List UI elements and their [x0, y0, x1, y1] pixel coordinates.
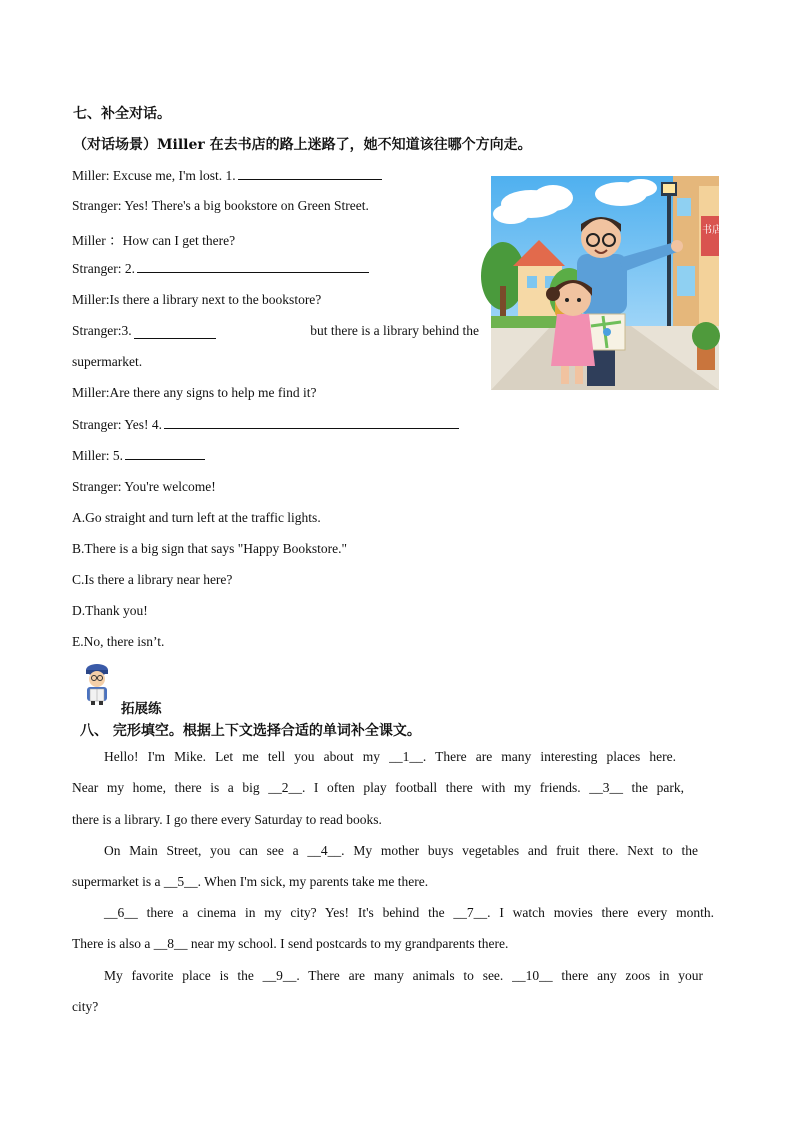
dialogue-line-text: Miller: 5.: [72, 448, 123, 463]
dialogue-line-10: [72, 447, 205, 464]
dialogue-line-text: Stranger: Yes! 4.: [72, 417, 162, 432]
extension-label: 拓展练: [121, 701, 162, 717]
dialogue-line-1: [72, 167, 382, 184]
option-c: C.Is there a library near here?: [72, 572, 233, 587]
option-e: E.No, there isn’t.: [72, 634, 165, 649]
passage-line-3: there is a library. I go there every Saturday to read books.: [72, 812, 382, 827]
option-b: B.There is a big sign that says "Happy Bookstore.": [72, 541, 347, 556]
illustration: [491, 176, 722, 390]
answer-blank-5[interactable]: [125, 447, 205, 460]
section8-title: 八、 完形填空。根据上下文选择合适的单词补全课文。: [80, 723, 421, 739]
passage-line-8: My favorite place is the __9__. There are many animals to see. __10__ there any zoos in your: [104, 968, 703, 983]
passage-line-9: city?: [72, 999, 99, 1014]
dialogue-line-11: Stranger: You're welcome!: [72, 479, 216, 494]
student-reading-icon: [80, 662, 114, 706]
option-a: A.Go straight and turn left at the traffic lights.: [72, 510, 321, 525]
dialogue-line-4: [72, 260, 369, 277]
passage-line-2: Near my home, there is a big __2__. I often play football there with my friends. __3__ the park,: [72, 780, 684, 795]
passage-line-1: Hello! I'm Mike. Let me tell you about my __1__. There are many interesting places here.: [104, 749, 676, 764]
section7-title: 七、补全对话。: [73, 106, 171, 122]
passage-line-4: On Main Street, you can see a __4__. My mother buys vegetables and fruit there. Next to the: [104, 843, 698, 858]
answer-blank-4[interactable]: [164, 416, 459, 429]
dialogue-line-text: Miller: Excuse me, I'm lost. 1.: [72, 168, 236, 183]
dialogue-line-text: Stranger: 2.: [72, 261, 135, 276]
dialogue-line-3: Miller ：How can I get there?: [72, 233, 236, 248]
passage-line-5: supermarket is a __5__. When I'm sick, my parents take me there.: [72, 874, 429, 889]
option-d: D.Thank you!: [72, 603, 148, 618]
dialogue-line-2: Stranger: Yes! There's a big bookstore on Green Street.: [72, 198, 369, 213]
dialogue-line-6: [72, 323, 479, 339]
dialogue-scene: （对话场景）Miller 在去书店的路上迷路了，她不知道该往哪个方向走。: [73, 137, 532, 153]
dialogue-line-text: Stranger:3.: [72, 323, 132, 338]
dialogue-line-7: supermarket.: [72, 354, 143, 369]
answer-blank-1[interactable]: [238, 167, 382, 180]
dialogue-line-text-cont: but there is a library behind the: [310, 323, 479, 338]
dialogue-line-9: [72, 416, 459, 433]
passage-line-6: __6__ there a cinema in my city? Yes! It's behind the __7__. I watch movies there every month.: [104, 905, 714, 920]
answer-blank-2[interactable]: [137, 260, 369, 273]
passage-line-7: There is also a __8__ near my school. I send postcards to my grandparents there.: [72, 936, 509, 951]
dialogue-line-8: Miller:Are there any signs to help me find it?: [72, 385, 317, 400]
dialogue-line-5: Miller:Is there a library next to the bookstore?: [72, 292, 322, 307]
answer-blank-3[interactable]: [134, 326, 216, 339]
illustration-scene: [491, 176, 722, 390]
bookstore-sign-text: 书店: [702, 225, 722, 236]
